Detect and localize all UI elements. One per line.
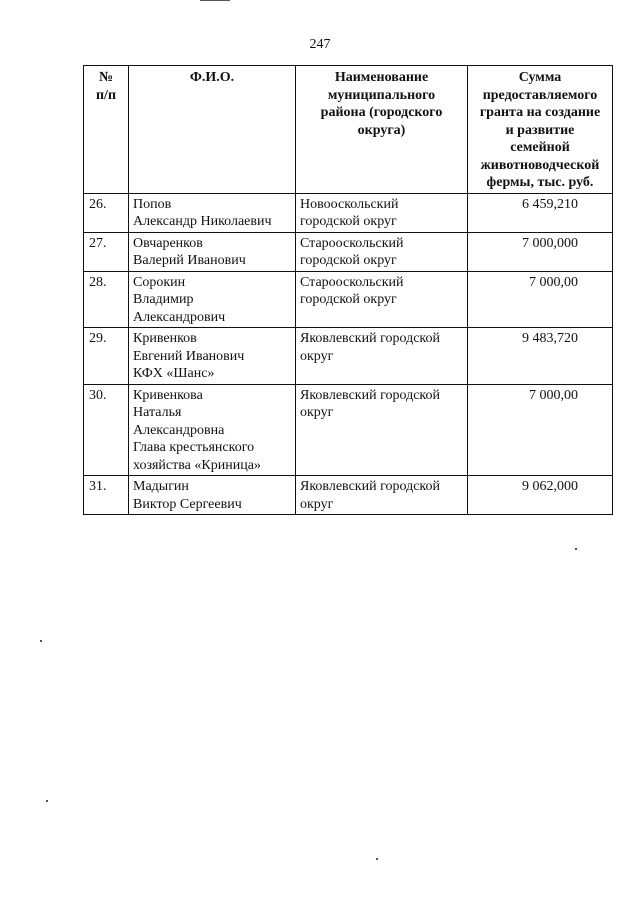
scan-mark <box>575 548 577 550</box>
header-line: предоставляемого <box>482 87 598 103</box>
cell-line: Сорокин <box>133 274 186 290</box>
row-district <box>296 384 468 476</box>
header-line: Ф.И.О. <box>189 70 235 85</box>
header-line: животноводческой <box>480 157 600 173</box>
row-district <box>296 193 468 232</box>
row-number: 29. <box>84 328 129 385</box>
row-fullname <box>129 232 296 271</box>
cell-line: городской округ <box>300 292 397 307</box>
row-district <box>296 271 468 328</box>
cell-line: Валерий Иванович <box>133 253 246 268</box>
cell-line: хозяйства «Криница» <box>133 457 261 473</box>
row-number: 27. <box>84 232 129 271</box>
row-number: 30. <box>84 384 129 476</box>
header-line: № <box>98 70 114 85</box>
cell-line: округ <box>300 405 334 420</box>
header-fullname <box>129 66 296 194</box>
cell-line: Александрович <box>133 309 226 325</box>
header-line: семейной <box>510 140 570 155</box>
header-amount <box>468 66 613 194</box>
scan-mark <box>46 800 48 802</box>
row-amount: 9 062,000 <box>468 476 613 515</box>
header-line: Сумма <box>518 70 562 85</box>
header-number <box>84 66 129 194</box>
header-district <box>296 66 468 194</box>
row-district <box>296 328 468 385</box>
cell-line: Кривенков <box>133 331 197 346</box>
header-line: района (городского <box>320 105 443 120</box>
table-row <box>84 271 613 328</box>
cell-line: Наталья <box>133 405 182 420</box>
cell-line: Старооскольский <box>300 235 404 251</box>
header-line: Наименование <box>334 70 429 85</box>
table-row <box>84 476 613 515</box>
table-body <box>84 193 613 515</box>
row-number: 31. <box>84 476 129 515</box>
row-amount: 7 000,000 <box>468 232 613 271</box>
row-amount: 7 000,00 <box>468 384 613 476</box>
cell-line: Александр Николаевич <box>133 214 272 229</box>
table-header <box>84 66 613 194</box>
cell-line: КФХ «Шанс» <box>133 366 215 381</box>
cell-line: Яковлевский городской <box>300 331 440 346</box>
row-fullname <box>129 476 296 515</box>
cell-line: Яковлевский городской <box>300 387 440 403</box>
cell-line: городской округ <box>300 214 397 229</box>
row-fullname <box>129 193 296 232</box>
cell-line: Мадыгин <box>133 479 189 494</box>
row-number: 28. <box>84 271 129 328</box>
cell-line: Виктор Сергеевич <box>133 496 242 512</box>
cell-line: Александровна <box>133 422 225 438</box>
cell-line: Старооскольский <box>300 274 404 290</box>
cell-line: городской округ <box>300 253 397 268</box>
cell-line: Овчаренков <box>133 235 203 251</box>
table-row <box>84 328 613 385</box>
cell-line: Новооскольский <box>300 196 399 212</box>
header-line: п/п <box>95 87 117 103</box>
header-line: фермы, тыс. руб. <box>486 175 594 190</box>
row-amount: 7 000,00 <box>468 271 613 328</box>
cell-line: Попов <box>133 196 172 212</box>
cell-line: Владимир <box>133 292 194 307</box>
row-district <box>296 476 468 515</box>
table-row <box>84 232 613 271</box>
scan-mark <box>40 640 42 642</box>
row-amount: 6 459,210 <box>468 193 613 232</box>
row-fullname <box>129 384 296 476</box>
header-row <box>84 66 613 194</box>
row-fullname <box>129 271 296 328</box>
cell-line: округ <box>300 496 334 512</box>
header-line: и развитие <box>505 122 575 138</box>
cell-line: Глава крестьянского <box>133 440 255 455</box>
cell-line: округ <box>300 348 334 364</box>
row-district <box>296 232 468 271</box>
table-row <box>84 193 613 232</box>
row-number: 26. <box>84 193 129 232</box>
page-number: 247 <box>309 37 331 52</box>
cell-line: Евгений Иванович <box>133 348 245 364</box>
header-line: округа) <box>357 122 406 138</box>
cell-line: Кривенкова <box>133 387 203 403</box>
table-row <box>84 384 613 476</box>
scan-mark <box>200 0 230 1</box>
header-line: гранта на создание <box>479 105 601 120</box>
scan-mark <box>376 858 378 860</box>
header-line: муниципального <box>327 87 436 103</box>
grant-table <box>83 65 613 515</box>
row-amount: 9 483,720 <box>468 328 613 385</box>
cell-line: Яковлевский городской <box>300 479 440 494</box>
row-fullname <box>129 328 296 385</box>
